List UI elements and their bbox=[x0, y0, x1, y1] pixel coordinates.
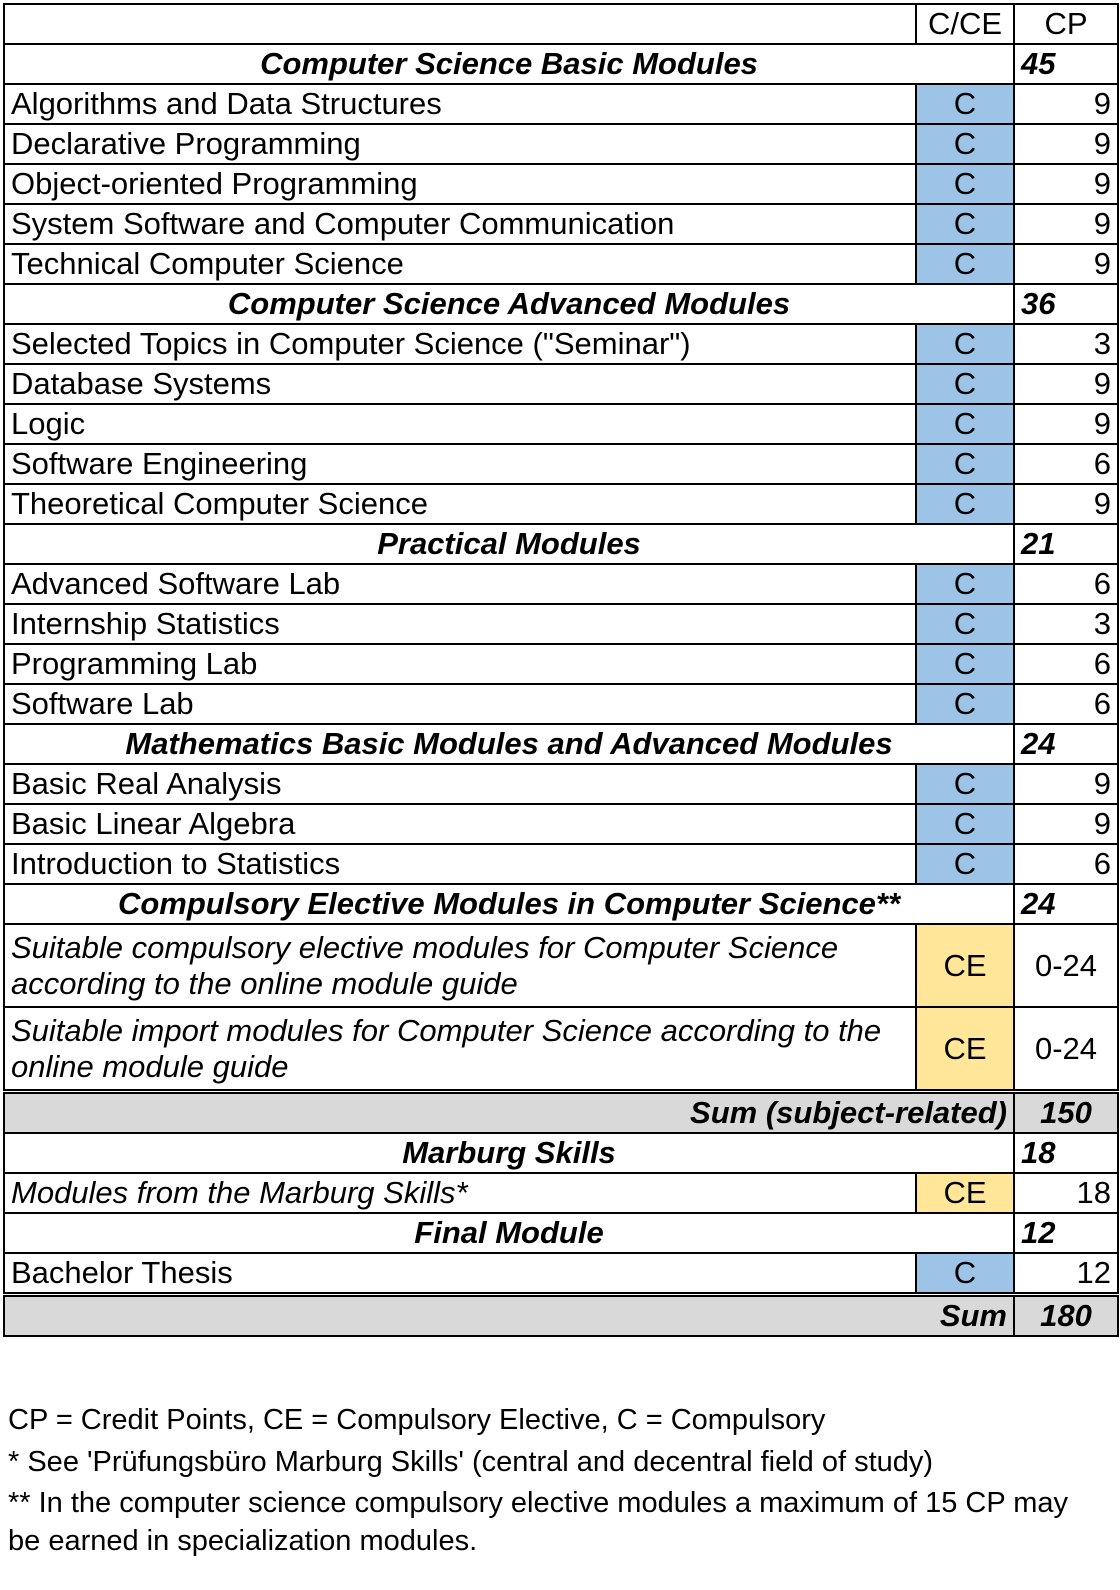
footnotes bbox=[8, 1402, 1108, 1565]
module-row bbox=[4, 604, 1118, 644]
module-name: Theoretical Computer Science bbox=[4, 484, 916, 524]
module-cp: 9 bbox=[1014, 404, 1118, 444]
header-type: C/CE bbox=[916, 4, 1014, 44]
module-cp: 9 bbox=[1014, 124, 1118, 164]
module-cp: 18 bbox=[1014, 1173, 1118, 1213]
header-blank bbox=[4, 4, 916, 44]
module-type: C bbox=[916, 564, 1014, 604]
footnote-elective: ** In the computer science compulsory elective modules a maximum of 15 CP may be earned in specialization modules. bbox=[8, 1487, 1069, 1558]
subtotal-cp: 150 bbox=[1014, 1092, 1118, 1134]
module-cp: 9 bbox=[1014, 484, 1118, 524]
section-cp: 12 bbox=[1014, 1213, 1118, 1253]
section-title: Marburg Skills bbox=[4, 1133, 1014, 1173]
module-cp: 12 bbox=[1014, 1253, 1118, 1295]
module-cp: 9 bbox=[1014, 84, 1118, 124]
module-cp: 0-24 bbox=[1014, 924, 1118, 1007]
module-cp: 0-24 bbox=[1014, 1007, 1118, 1092]
module-cp: 6 bbox=[1014, 684, 1118, 724]
section-cp: 45 bbox=[1014, 44, 1118, 84]
module-type: C bbox=[916, 444, 1014, 484]
module-cp: 9 bbox=[1014, 364, 1118, 404]
module-name: Algorithms and Data Structures bbox=[4, 84, 916, 124]
module-cp: 6 bbox=[1014, 564, 1118, 604]
module-name: Introduction to Statistics bbox=[4, 844, 916, 884]
module-type: C bbox=[916, 844, 1014, 884]
module-row bbox=[4, 1173, 1118, 1213]
section-title: Computer Science Advanced Modules bbox=[4, 284, 1014, 324]
module-cp: 3 bbox=[1014, 604, 1118, 644]
section-title: Practical Modules bbox=[4, 524, 1014, 564]
module-name: Logic bbox=[4, 404, 916, 444]
module-name: Declarative Programming bbox=[4, 124, 916, 164]
module-type: C bbox=[916, 404, 1014, 444]
section-title: Final Module bbox=[4, 1213, 1014, 1253]
module-type: CE bbox=[916, 1007, 1014, 1092]
module-name: System Software and Computer Communication bbox=[4, 204, 916, 244]
module-name: Basic Real Analysis bbox=[4, 764, 916, 804]
section-header bbox=[4, 524, 1118, 564]
module-row bbox=[4, 564, 1118, 604]
module-name: Selected Topics in Computer Science ("Seminar") bbox=[4, 324, 916, 364]
module-type: C bbox=[916, 84, 1014, 124]
section-title: Compulsory Elective Modules in Computer Science** bbox=[4, 884, 1014, 924]
module-name: Technical Computer Science bbox=[4, 244, 916, 284]
module-row bbox=[4, 404, 1118, 444]
module-cp: 9 bbox=[1014, 164, 1118, 204]
section-header bbox=[4, 724, 1118, 764]
module-type: C bbox=[916, 644, 1014, 684]
section-cp: 36 bbox=[1014, 284, 1118, 324]
section-cp: 21 bbox=[1014, 524, 1118, 564]
section-title: Mathematics Basic Modules and Advanced Modules bbox=[4, 724, 1014, 764]
module-type: C bbox=[916, 364, 1014, 404]
module-row bbox=[4, 804, 1118, 844]
section-title: Computer Science Basic Modules bbox=[4, 44, 1014, 84]
header-cp: CP bbox=[1014, 4, 1118, 44]
subtotal-label: Sum (subject-related) bbox=[4, 1092, 1014, 1134]
module-row bbox=[4, 244, 1118, 284]
header-row bbox=[4, 4, 1118, 44]
section-cp: 18 bbox=[1014, 1133, 1118, 1173]
module-row bbox=[4, 764, 1118, 804]
module-name: Internship Statistics bbox=[4, 604, 916, 644]
module-name: Software Engineering bbox=[4, 444, 916, 484]
module-type: CE bbox=[916, 924, 1014, 1007]
module-row bbox=[4, 844, 1118, 884]
module-row bbox=[4, 364, 1118, 404]
module-row bbox=[4, 444, 1118, 484]
total-label: Sum bbox=[4, 1295, 1014, 1337]
section-header bbox=[4, 1133, 1118, 1173]
module-name: Bachelor Thesis bbox=[4, 1253, 916, 1295]
module-table bbox=[3, 3, 1119, 1337]
section-cp: 24 bbox=[1014, 724, 1118, 764]
module-row bbox=[4, 204, 1118, 244]
total-row bbox=[4, 1295, 1118, 1337]
total-cp: 180 bbox=[1014, 1295, 1118, 1337]
module-cp: 6 bbox=[1014, 644, 1118, 684]
section-header bbox=[4, 44, 1118, 84]
module-name: Database Systems bbox=[4, 364, 916, 404]
module-name: Basic Linear Algebra bbox=[4, 804, 916, 844]
module-row bbox=[4, 1007, 1118, 1092]
module-cp: 9 bbox=[1014, 804, 1118, 844]
module-type: C bbox=[916, 604, 1014, 644]
module-cp: 3 bbox=[1014, 324, 1118, 364]
module-type: C bbox=[916, 1253, 1014, 1295]
module-type: C bbox=[916, 484, 1014, 524]
module-name: Modules from the Marburg Skills* bbox=[4, 1173, 916, 1213]
module-type: C bbox=[916, 124, 1014, 164]
module-row bbox=[4, 84, 1118, 124]
module-cp: 6 bbox=[1014, 444, 1118, 484]
module-type: CE bbox=[916, 1173, 1014, 1213]
module-row bbox=[4, 684, 1118, 724]
subtotal-row bbox=[4, 1092, 1118, 1134]
module-cp: 6 bbox=[1014, 844, 1118, 884]
section-header bbox=[4, 884, 1118, 924]
section-header bbox=[4, 284, 1118, 324]
module-name: Programming Lab bbox=[4, 644, 916, 684]
module-type: C bbox=[916, 164, 1014, 204]
module-cp: 9 bbox=[1014, 204, 1118, 244]
module-name: Object-oriented Programming bbox=[4, 164, 916, 204]
footnote-marburg: * See 'Prüfungsbüro Marburg Skills' (central and decentral field of study) bbox=[8, 1445, 934, 1478]
module-row bbox=[4, 124, 1118, 164]
module-type: C bbox=[916, 324, 1014, 364]
module-type: C bbox=[916, 204, 1014, 244]
module-cp: 9 bbox=[1014, 244, 1118, 284]
module-name: Suitable compulsory elective modules for Computer Science according to the online module guide bbox=[4, 924, 916, 1007]
module-name: Suitable import modules for Computer Science according to the online module guide bbox=[4, 1007, 916, 1092]
section-header bbox=[4, 1213, 1118, 1253]
module-name: Advanced Software Lab bbox=[4, 564, 916, 604]
module-row bbox=[4, 924, 1118, 1007]
module-row bbox=[4, 644, 1118, 684]
module-cp: 9 bbox=[1014, 764, 1118, 804]
module-type: C bbox=[916, 764, 1014, 804]
module-type: C bbox=[916, 244, 1014, 284]
module-type: C bbox=[916, 684, 1014, 724]
module-row bbox=[4, 1253, 1118, 1295]
module-name: Software Lab bbox=[4, 684, 916, 724]
footnote-legend: CP = Credit Points, CE = Compulsory Elective, C = Compulsory bbox=[8, 1404, 826, 1436]
module-type: C bbox=[916, 804, 1014, 844]
module-row bbox=[4, 164, 1118, 204]
module-row bbox=[4, 324, 1118, 364]
section-cp: 24 bbox=[1014, 884, 1118, 924]
module-row bbox=[4, 484, 1118, 524]
